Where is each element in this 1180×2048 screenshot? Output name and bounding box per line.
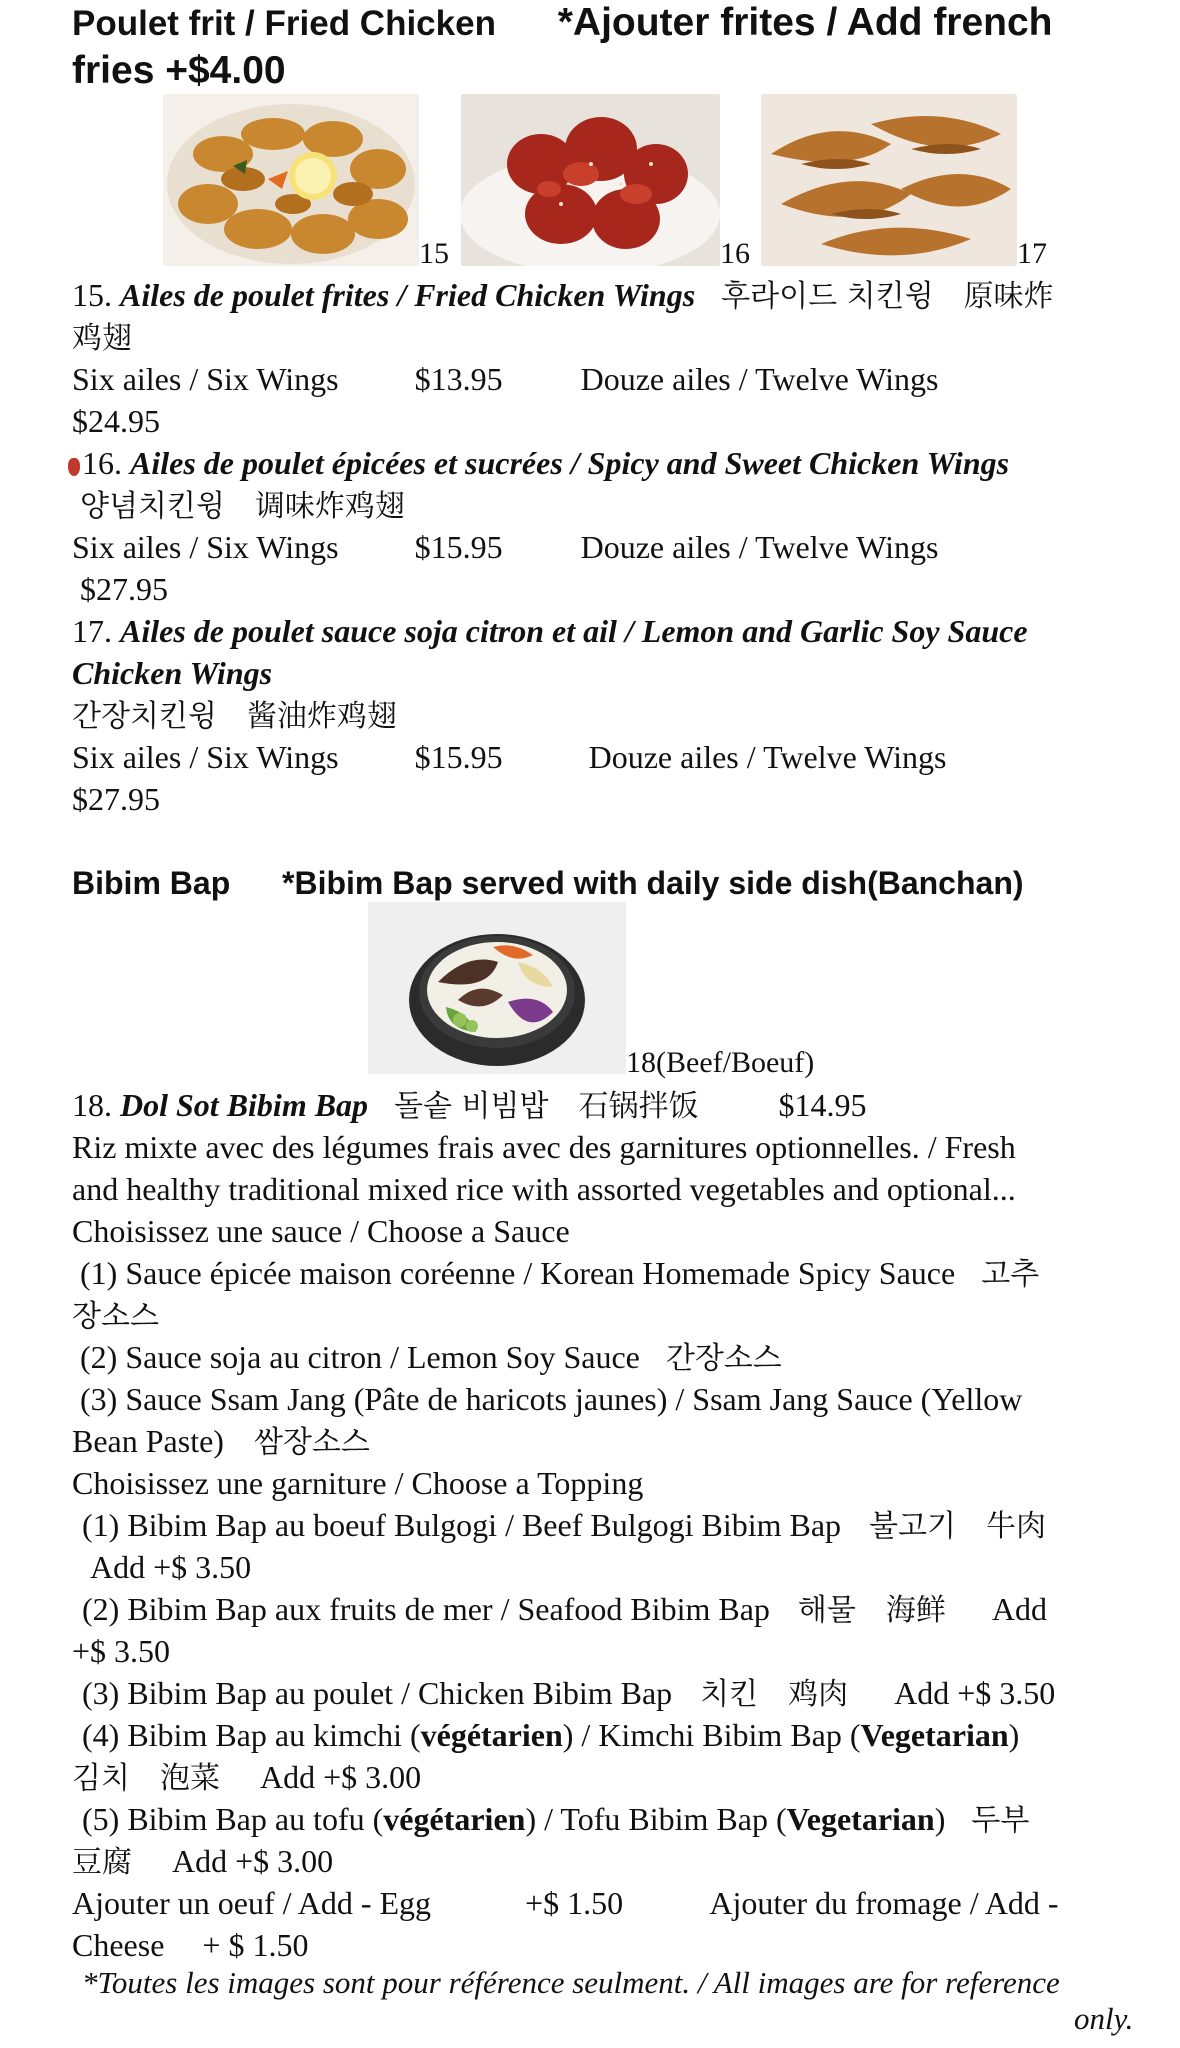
topping-option-1: (1) Bibim Bap au boeuf Bulgogi / Beef Bulgogi Bibim Bap 불고기 牛肉 bbox=[82, 1507, 1046, 1544]
item-17-title-cont: Chicken Wings bbox=[72, 655, 273, 691]
item-18-description-1: Riz mixte avec des légumes frais avec des garnitures optionnelles. / Fresh bbox=[72, 1129, 1016, 1165]
item-chinese: 原味炸 bbox=[963, 279, 1054, 314]
item-15-prices bbox=[72, 358, 938, 400]
twelve-wings-label: Douze ailes / Twelve Wings bbox=[580, 529, 939, 565]
item-chinese: 石锅拌饭 bbox=[578, 1089, 699, 1124]
six-wings-price: $15.95 bbox=[414, 739, 503, 775]
item-korean: 양념치킨윙 bbox=[80, 489, 225, 524]
photo-dol-sot-bibim-bap bbox=[368, 902, 626, 1074]
item-17-names bbox=[72, 694, 397, 738]
item-name: Ailes de poulet frites / Fried Chicken Wings bbox=[120, 277, 696, 313]
six-wings-label: Six ailes / Six Wings bbox=[72, 739, 339, 775]
sauce-option-1-cont: 장소스 bbox=[72, 1299, 159, 1334]
six-wings-price: $15.95 bbox=[414, 529, 503, 565]
photo-label-16: 16 bbox=[720, 237, 750, 270]
item-15-twelve-price-line bbox=[72, 400, 160, 442]
twelve-wings-price: $24.95 bbox=[72, 403, 160, 439]
fried-chicken-note-cont: fries +$4.00 bbox=[72, 49, 286, 92]
item-17-title bbox=[72, 610, 1028, 652]
item-chinese: 调味炸鸡翅 bbox=[254, 489, 405, 524]
item-16-twelve-price-line bbox=[80, 568, 168, 610]
item-name: Ailes de poulet épicées et sucrées / Spicy and Sweet Chicken Wings bbox=[130, 445, 1010, 481]
item-korean: 후라이드 치킨윙 bbox=[721, 279, 934, 314]
fried-chicken-header bbox=[72, 2, 1053, 45]
item-15-chinese-cont: 鸡翅 bbox=[72, 321, 132, 356]
bibim-bap-header bbox=[72, 862, 1024, 904]
photo-fried-wings bbox=[163, 94, 419, 266]
section-title: Poulet frit / Fried Chicken bbox=[72, 4, 496, 43]
item-chinese: 酱油炸鸡翅 bbox=[246, 699, 397, 734]
twelve-wings-price: $27.95 bbox=[72, 781, 160, 817]
six-wings-label: Six ailes / Six Wings bbox=[72, 529, 339, 565]
extras-line-cont: Cheese + $ 1.50 bbox=[72, 1927, 309, 1963]
item-korean: 간장치킨윙 bbox=[72, 699, 217, 734]
add-egg-price: +$ 1.50 bbox=[525, 1885, 624, 1921]
topping-option-2: (2) Bibim Bap aux fruits de mer / Seafood Bibim Bap 해물 海鲜 Add bbox=[82, 1591, 1047, 1628]
item-number: 16. bbox=[82, 445, 122, 481]
topping-option-4: (4) Bibim Bap au kimchi (végétarien) / Kimchi Bibim Bap (Vegetarian) bbox=[82, 1717, 1020, 1753]
item-number: 15. bbox=[72, 277, 112, 313]
item-korean: 돌솥 비빔밥 bbox=[394, 1089, 549, 1124]
photo-spicy-wings bbox=[461, 94, 720, 266]
item-17-prices bbox=[72, 736, 946, 778]
item-name: Dol Sot Bibim Bap bbox=[120, 1087, 369, 1123]
section-title: Bibim Bap bbox=[72, 865, 231, 901]
topping-option-4-cont: 김치 泡菜 Add +$ 3.00 bbox=[72, 1759, 422, 1796]
twelve-wings-label: Douze ailes / Twelve Wings bbox=[580, 361, 939, 397]
topping-option-3: (3) Bibim Bap au poulet / Chicken Bibim Bap 치킨 鸡肉 Add +$ 3.50 bbox=[82, 1675, 1056, 1712]
section-note: *Bibim Bap served with daily side dish(Banchan) bbox=[282, 865, 1024, 901]
twelve-wings-label: Douze ailes / Twelve Wings bbox=[588, 739, 947, 775]
item-price: $14.95 bbox=[778, 1087, 867, 1123]
section-note: *Ajouter frites / Add french bbox=[557, 1, 1053, 44]
twelve-wings-price: $27.95 bbox=[80, 571, 168, 607]
sauce-heading: Choisissez une sauce / Choose a Sauce bbox=[72, 1213, 570, 1249]
image-disclaimer: *Toutes les images sont pour référence seulment. / All images are for reference bbox=[82, 1965, 1060, 2000]
six-wings-label: Six ailes / Six Wings bbox=[72, 361, 339, 397]
photo-lemon-garlic-wings bbox=[761, 94, 1017, 266]
chili-pepper-icon bbox=[68, 458, 80, 476]
item-number: 17. bbox=[72, 613, 112, 649]
topping-option-5: (5) Bibim Bap au tofu (végétarien) / Tofu Bibim Bap (Vegetarian) 두부 bbox=[82, 1801, 1030, 1838]
item-16-prices bbox=[72, 526, 938, 568]
sauce-option-1: (1) Sauce épicée maison coréenne / Korean Homemade Spicy Sauce 고추 bbox=[80, 1255, 1040, 1292]
sauce-option-3-cont: Bean Paste) 쌈장소스 bbox=[72, 1423, 370, 1460]
item-number: 18. bbox=[72, 1087, 112, 1123]
photo-label-18: 18(Beef/Boeuf) bbox=[626, 1046, 815, 1079]
add-egg-label: Ajouter un oeuf / Add - Egg bbox=[72, 1885, 432, 1921]
sauce-option-2: (2) Sauce soja au citron / Lemon Soy Sauce 간장소스 bbox=[80, 1339, 782, 1376]
topping-option-5-cont: 豆腐 Add +$ 3.00 bbox=[72, 1843, 334, 1880]
sauce-option-3: (3) Sauce Ssam Jang (Pâte de haricots jaunes) / Ssam Jang Sauce (Yellow bbox=[80, 1381, 1023, 1417]
image-disclaimer-cont: only. bbox=[1074, 2001, 1134, 2036]
item-18-description-2: and healthy traditional mixed rice with assorted vegetables and optional... bbox=[72, 1171, 1016, 1207]
six-wings-price: $13.95 bbox=[414, 361, 503, 397]
topping-option-1-price: Add +$ 3.50 bbox=[90, 1549, 252, 1585]
item-16-names bbox=[80, 484, 405, 528]
photo-label-15: 15 bbox=[419, 237, 449, 270]
add-cheese-price: + $ 1.50 bbox=[202, 1927, 309, 1963]
item-15-title bbox=[72, 274, 1054, 318]
item-16-title bbox=[68, 442, 1009, 484]
topping-option-2-price: +$ 3.50 bbox=[72, 1633, 171, 1669]
item-name: Ailes de poulet sauce soja citron et ail / Lemon and Garlic Soy Sauce bbox=[120, 613, 1028, 649]
item-17-twelve-price-line bbox=[72, 778, 160, 820]
photo-label-17: 17 bbox=[1017, 237, 1047, 270]
topping-heading: Choisissez une garniture / Choose a Topping bbox=[72, 1465, 644, 1501]
extras-line bbox=[72, 1882, 1059, 1924]
item-18-title bbox=[72, 1084, 866, 1128]
add-cheese-label: Ajouter du fromage / Add - bbox=[709, 1885, 1059, 1921]
